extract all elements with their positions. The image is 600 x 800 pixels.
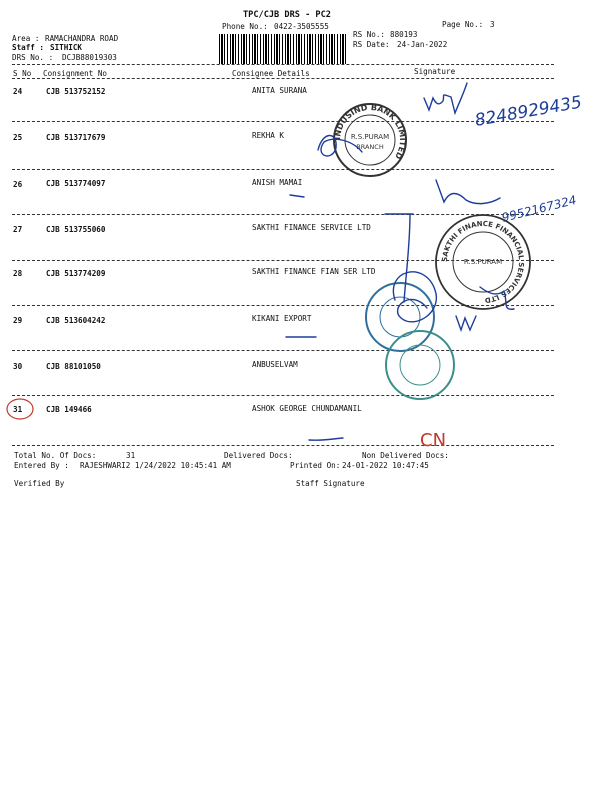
delivered-docs-label: Delivered Docs: <box>224 451 293 460</box>
area-label: Area : <box>12 34 40 43</box>
row-consignee: KIKANI EXPORT <box>252 314 312 323</box>
finance-stamp-name: SAKTHI FINANCE FINANCIAL SERVICES LTD <box>440 219 526 305</box>
area-value: RAMACHANDRA ROAD <box>45 34 119 43</box>
row-consignee: ASHOK GEORGE CHUNDAMANIL <box>252 404 362 413</box>
row-consignee: REKHA K <box>252 131 285 140</box>
drs-no-label: DRS No. : <box>12 53 54 62</box>
row-consignee: ANISH MAMAI <box>252 178 303 187</box>
row-sno: 27 <box>13 225 23 234</box>
drs-no: DCJB88019303 <box>62 53 117 62</box>
svg-text:INDUSIND BANK LIMITED <box>333 103 407 161</box>
printed-on-value: 24-01-2022 10:47:45 <box>342 461 429 470</box>
row-consignment: CJB 149466 <box>46 405 92 414</box>
bank-stamp <box>333 103 407 176</box>
row-sno: 29 <box>13 316 23 325</box>
row-consignment: CJB 513604242 <box>46 316 106 325</box>
staff-value: SITHICK <box>50 43 83 52</box>
total-docs-label: Total No. Of Docs: <box>14 451 97 460</box>
row-consignee: SAKTHI FINANCE FIAN SER LTD <box>252 267 376 276</box>
row-consignment: CJB 513717679 <box>46 133 106 142</box>
bank-stamp-name: INDUSIND BANK LIMITED <box>332 102 408 161</box>
rs-no-label: RS No.: <box>353 30 386 39</box>
rs-date: 24-Jan-2022 <box>397 40 448 49</box>
finance-stamp <box>436 215 530 309</box>
verified-by-label: Verified By <box>14 479 65 488</box>
col-consignment: Consignment No <box>43 69 108 78</box>
col-consignee: Consignee Details <box>232 69 310 78</box>
non-delivered-docs-label: Non Delivered Docs: <box>362 451 449 460</box>
row-sno: 30 <box>13 362 23 371</box>
document-title: TPC/CJB DRS - PC2 <box>243 10 331 20</box>
entered-by-value: RAJESHWARI2 1/24/2022 10:45:41 AM <box>80 461 231 470</box>
rs-date-label: RS Date: <box>353 40 390 49</box>
handwritten-phone-1: 8248929435 <box>473 92 584 131</box>
row-sno: 24 <box>13 87 23 96</box>
row-consignee: SAKTHI FINANCE SERVICE LTD <box>252 223 371 232</box>
row-sno: 28 <box>13 269 23 278</box>
row-sno: 31 <box>13 405 23 414</box>
col-sno: S No <box>13 69 32 78</box>
page-label: Page No.: <box>442 20 484 29</box>
entered-by-label: Entered By : <box>14 461 69 470</box>
row-consignment: CJB 513774209 <box>46 269 106 278</box>
row-consignment: CJB 513755060 <box>46 225 106 234</box>
row-sno: 26 <box>13 180 23 189</box>
staff-label: Staff : <box>12 43 45 52</box>
row-consignment: CJB 513774097 <box>46 179 106 188</box>
col-signature: Signature <box>414 67 456 76</box>
printed-on-label: Printed On: <box>290 461 341 470</box>
staff-signature-label: Staff Signature <box>296 479 365 488</box>
row-consignee: ANBUSELVAM <box>252 360 298 369</box>
total-docs-value: 31 <box>126 451 136 460</box>
phone-number: 0422-3505555 <box>274 22 329 31</box>
red-circle-mark <box>7 399 33 419</box>
page-number: 3 <box>490 20 495 29</box>
finance-stamp-place: R.S.PURAM <box>463 258 503 266</box>
rs-no: 880193 <box>390 30 418 39</box>
row-sno: 25 <box>13 133 23 142</box>
blue-seal-stamp <box>366 283 454 399</box>
bank-stamp-place: R.S.PURAM <box>350 133 390 141</box>
phone-label: Phone No.: <box>222 22 268 31</box>
handwritten-phone-2: 9952167324 <box>500 192 578 225</box>
row-consignment: CJB 88101050 <box>46 362 101 371</box>
row-consignment: CJB 513752152 <box>46 87 106 96</box>
handwritten-cn-mark: CN <box>420 430 447 451</box>
row-consignee: ANITA SURANA <box>252 86 307 95</box>
bank-stamp-branch: BRANCH <box>356 143 384 151</box>
